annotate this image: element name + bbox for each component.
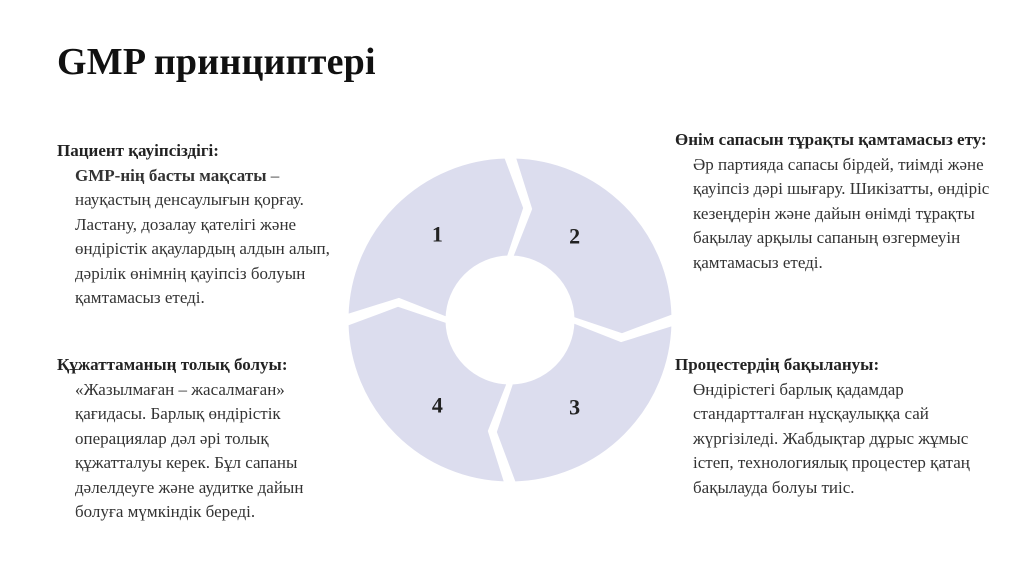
quality-text: Әр партияда сапасы бірдей, тиімді және қауіпсіз дәрі шығару. Шикізатты, өндіріс кезеңдерін және дайын өнімді тұрақты бақылау арқылы сапаның өзгермеуін қамтамасыз етеді. [693, 154, 990, 272]
documentation-text: «Жазылмаған – жасалмаған» қағидасы. Барлық өндірістік операциялар дәл әрі толық құжатталуы керек. Бұл сапаны дәлелдеуге және аудитке дайын болуға мүмкіндік береді. [75, 379, 304, 521]
cycle-segment-number-4: 4 [431, 392, 443, 418]
patient-safety-text [57, 164, 357, 311]
patient-safety-block [57, 139, 357, 311]
patient-safety-heading: Пациент қауіпсіздігі: [57, 141, 219, 160]
cycle-segment-3 [495, 322, 673, 483]
process-control-text: Өндірістегі барлық қадамдар стандартталған нұсқаулыққа сай жүргізіледі. Жабдықтар дұрыс жұмыс істеп, технологиялық процестер қатаң бақылауда болуы тиіс. [693, 379, 970, 497]
patient-safety-body: – науқастың денсаулығын қорғау. Ластану, дозалау қателігі және өндірістік ақаулардың алдын алып, дәрілік өнімнің қауіпсіз болуын қамтамасыз етеді. [75, 165, 330, 307]
process-control-block [675, 353, 1005, 500]
cycle-segment-number-3: 3 [569, 394, 581, 420]
page-title: GMP принциптері [57, 41, 376, 83]
quality-heading: Өнім сапасын тұрақты қамтамасыз ету: [675, 130, 987, 149]
documentation-block [57, 353, 347, 525]
gmp-cycle-diagram [340, 150, 680, 490]
cycle-segment-number-1: 1 [431, 221, 443, 247]
documentation-heading: Құжаттаманың толық болуы: [57, 355, 288, 374]
process-control-heading: Процестердің бақылануы: [675, 355, 880, 374]
cycle-segment-number-2: 2 [569, 223, 581, 249]
patient-safety-lead: GMP-нің басты мақсаты [75, 165, 267, 185]
cycle-segment-2 [512, 157, 673, 335]
cycle-segment-4 [347, 305, 508, 483]
quality-block [675, 128, 1005, 275]
